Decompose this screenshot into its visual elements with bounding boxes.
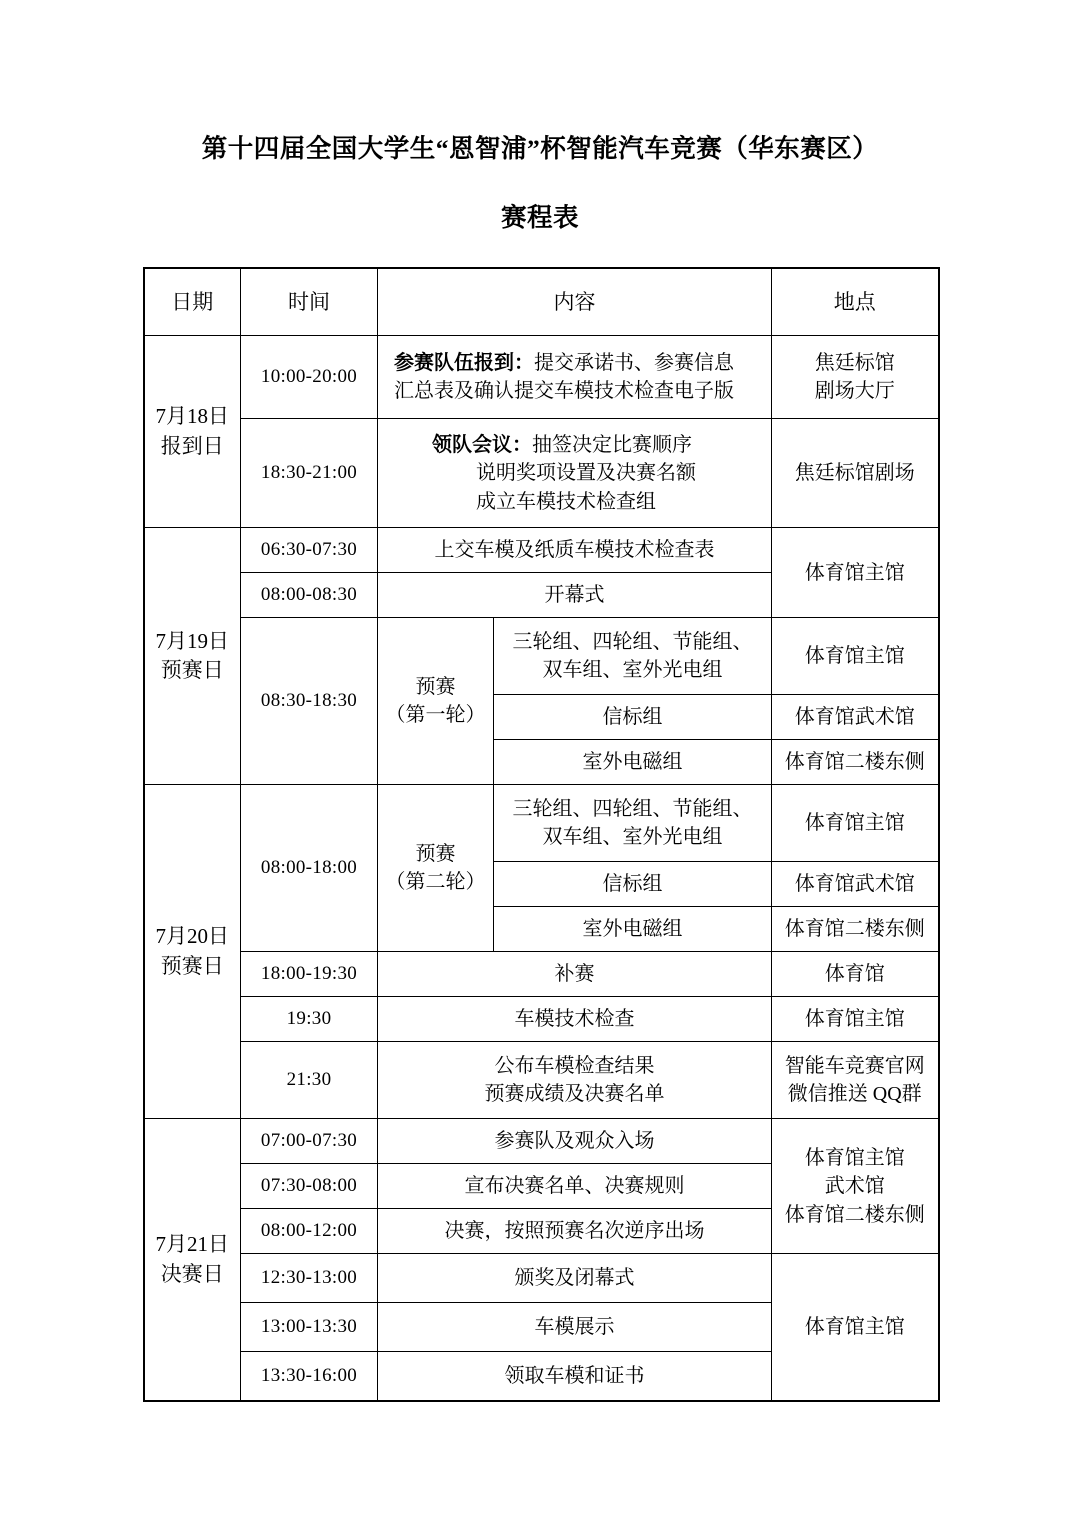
content-cell: 决赛，按照预赛名次逆序出场	[378, 1209, 772, 1254]
content-cell: 上交车模及纸质车模技术检查表	[378, 528, 772, 573]
place-cell: 体育馆主馆	[772, 528, 939, 618]
content-cell: 室外电磁组	[494, 740, 772, 785]
table-header-row	[144, 268, 939, 336]
column-header-content: 内容	[378, 268, 772, 336]
time-cell: 07:00-07:30	[241, 1119, 378, 1164]
table-row	[144, 952, 939, 997]
table-row	[144, 1119, 939, 1164]
place-cell: 体育馆	[772, 952, 939, 997]
column-header-place: 地点	[772, 268, 939, 336]
table-row	[144, 785, 939, 862]
time-cell: 21:30	[241, 1042, 378, 1119]
table-row	[144, 618, 939, 695]
date-cell-day3: 7月21日 决赛日	[144, 1119, 241, 1402]
column-header-date: 日期	[144, 268, 241, 336]
table-row	[144, 528, 939, 573]
time-cell: 08:00-18:00	[241, 785, 378, 952]
time-cell: 08:00-08:30	[241, 573, 378, 618]
place-cell: 焦廷标馆 剧场大厅	[772, 336, 939, 419]
time-cell: 08:00-12:00	[241, 1209, 378, 1254]
content-cell: 三轮组、四轮组、节能组、 双车组、室外光电组	[494, 618, 772, 695]
place-cell: 体育馆主馆	[772, 618, 939, 695]
date-cell-day1: 7月19日 预赛日	[144, 528, 241, 785]
content-cell: 颁奖及闭幕式	[378, 1254, 772, 1303]
table-row	[144, 1254, 939, 1303]
place-cell: 焦廷标馆剧场	[772, 419, 939, 528]
date-cell-day0: 7月18日 报到日	[144, 336, 241, 528]
table-row	[144, 1042, 939, 1119]
time-cell: 06:30-07:30	[241, 528, 378, 573]
subphase-cell: 预赛 （第二轮）	[378, 785, 494, 952]
content-cell: 参赛队及观众入场	[378, 1119, 772, 1164]
schedule-table-wrap	[143, 234, 938, 1402]
place-cell: 体育馆武术馆	[772, 695, 939, 740]
time-cell: 12:30-13:00	[241, 1254, 378, 1303]
content-cell: 领队会议：抽签决定比赛顺序 说明奖项设置及决赛名额 成立车模技术检查组	[378, 419, 772, 528]
page-subtitle: 赛程表	[500, 203, 579, 233]
place-cell: 体育馆主馆 武术馆 体育馆二楼东侧	[772, 1119, 939, 1254]
time-cell: 13:30-16:00	[241, 1352, 378, 1402]
table-row	[144, 419, 939, 528]
place-cell: 体育馆主馆	[772, 785, 939, 862]
content-cell: 车模展示	[378, 1303, 772, 1352]
place-cell: 体育馆二楼东侧	[772, 907, 939, 952]
place-cell: 体育馆主馆	[772, 997, 939, 1042]
page-title: 第十四届全国大学生“恩智浦”杯智能汽车竞赛（华东赛区）	[201, 134, 879, 163]
date-cell-day2: 7月20日 预赛日	[144, 785, 241, 1119]
schedule-table	[143, 267, 940, 1402]
content-cell: 补赛	[378, 952, 772, 997]
content-cell: 车模技术检查	[378, 997, 772, 1042]
time-cell: 18:30-21:00	[241, 419, 378, 528]
content-cell: 参赛队伍报到：提交承诺书、参赛信息 汇总表及确认提交车模技术检查电子版	[378, 336, 772, 419]
content-cell: 室外电磁组	[494, 907, 772, 952]
place-cell: 体育馆武术馆	[772, 862, 939, 907]
content-cell: 三轮组、四轮组、节能组、 双车组、室外光电组	[494, 785, 772, 862]
content-cell: 开幕式	[378, 573, 772, 618]
content-cell: 领取车模和证书	[378, 1352, 772, 1402]
place-cell: 智能车竞赛官网 微信推送 QQ群	[772, 1042, 939, 1119]
title-block	[0, 0, 1080, 234]
content-cell: 信标组	[494, 862, 772, 907]
content-cell: 信标组	[494, 695, 772, 740]
time-cell: 13:00-13:30	[241, 1303, 378, 1352]
time-cell: 07:30-08:00	[241, 1164, 378, 1209]
table-row	[144, 336, 939, 419]
time-cell: 18:00-19:30	[241, 952, 378, 997]
time-cell: 10:00-20:00	[241, 336, 378, 419]
time-cell: 08:30-18:30	[241, 618, 378, 785]
place-cell: 体育馆二楼东侧	[772, 740, 939, 785]
time-cell: 19:30	[241, 997, 378, 1042]
column-header-time: 时间	[241, 268, 378, 336]
content-cell: 宣布决赛名单、决赛规则	[378, 1164, 772, 1209]
subphase-cell: 预赛 （第一轮）	[378, 618, 494, 785]
place-cell: 体育馆主馆	[772, 1254, 939, 1402]
table-row	[144, 997, 939, 1042]
content-cell: 公布车模检查结果 预赛成绩及决赛名单	[378, 1042, 772, 1119]
